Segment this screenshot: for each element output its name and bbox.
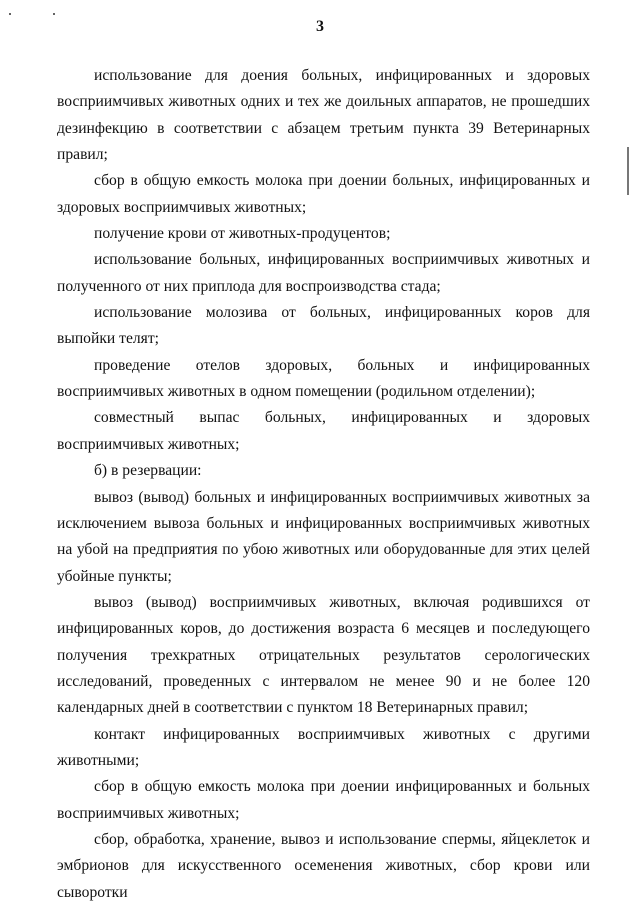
paragraph: использование для доения больных, инфицированных и здоровых восприимчивых животных одних и тех же доильных аппаратов, не прошедших дезинфекцию в соответствии с абзацем третьим пункта 39 Ветеринарных правил; — [57, 67, 590, 164]
paragraph: проведение отелов здоровых, больных и инфицированных восприимчивых животных в одном помещении (родильном отделении); — [57, 356, 590, 401]
paragraph: вывоз (вывод) больных и инфицированных восприимчивых животных за исключением вывоза больных и инфицированных восприимчивых животных на убой на предприятия по убою животных или оборудованные для этих целей убойные пункты; — [57, 488, 590, 585]
paragraph: контакт инфицированных восприимчивых животных с другими животными; — [57, 725, 590, 769]
scan-speck — [53, 13, 55, 15]
document-body — [57, 63, 590, 906]
paragraph: использование молозива от больных, инфицированных коров для выпойки телят; — [57, 304, 590, 348]
scan-speck — [9, 13, 11, 15]
paragraph: совместный выпас больных, инфицированных и здоровых восприимчивых животных; — [57, 409, 590, 453]
section-heading: б) в резервации: — [94, 462, 202, 480]
scan-edge-mark — [627, 147, 629, 195]
paragraph: сбор, обработка, хранение, вывоз и использование спермы, яйцеклеток и эмбрионов для искусственного осеменения животных, сбор крови или сыворотки — [57, 830, 590, 901]
page-number: 3 — [316, 18, 324, 35]
paragraph: сбор в общую емкость молока при доении больных, инфицированных и здоровых восприимчивых животных; — [57, 172, 590, 216]
paragraph: сбор в общую емкость молока при доении инфицированных и больных восприимчивых животных; — [57, 778, 590, 822]
paragraph: вывоз (вывод) восприимчивых животных, включая родившихся от инфицированных коров, до достижения возраста 6 месяцев и последующего получения трехкратных отрицательных результатов серологических исследований, проведенных с интервалом не менее 90 и не более 120 календарных дней в соответствии с пунктом 18 Ветеринарных правил; — [57, 593, 590, 717]
paragraph: получение крови от животных-продуцентов; — [94, 225, 391, 243]
paragraph: использование больных, инфицированных восприимчивых животных и полученного от них приплода для воспроизводства стада; — [57, 251, 590, 295]
